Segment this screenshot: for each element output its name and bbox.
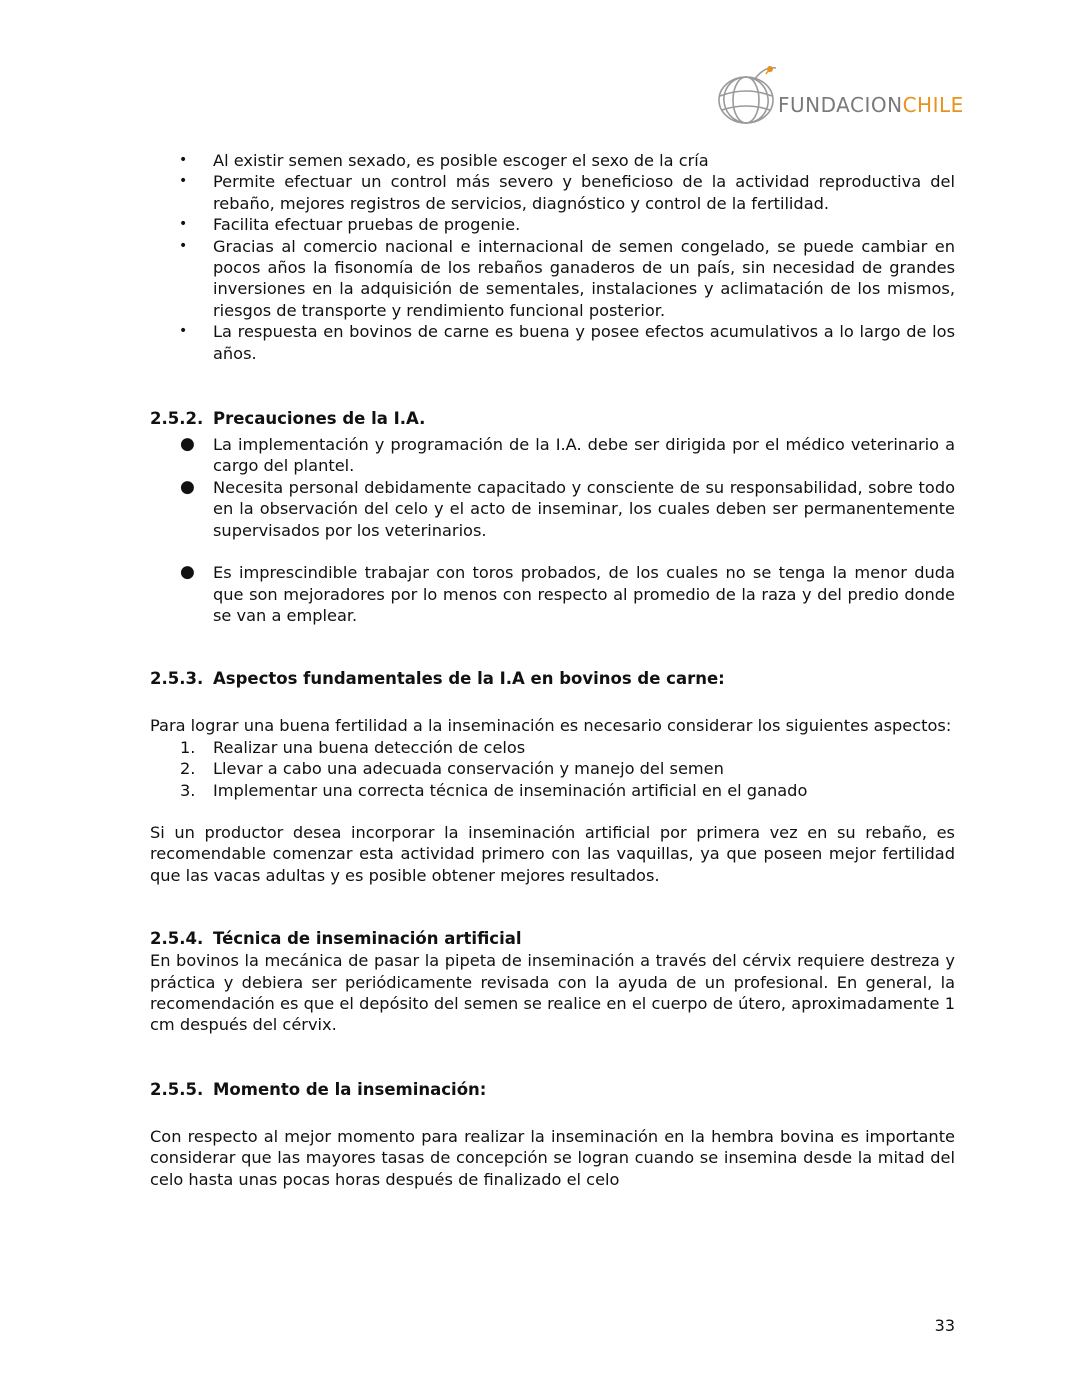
- logo-text-fundacion: FUNDACION: [778, 93, 903, 117]
- list-item: • La respuesta en bovinos de carne es buena y posee efectos acumulativos a lo largo de los años.: [179, 322, 955, 363]
- logo-text-chile: CHILE: [902, 93, 964, 117]
- section-heading-2-5-5: 2.5.5. Momento de la inseminación:: [150, 1079, 487, 1099]
- aspects-numbered-list: [150, 737, 955, 801]
- bullet-marker: ●: [180, 434, 195, 455]
- section-2-5-5-paragraph: Con respecto al mejor momento para realizar la inseminación en la hembra bovina es importante considerar que las mayores tasas de concepción se logran cuando se insemina desde la mitad del celo hasta unas pocas horas después de finalizado el celo: [150, 1126, 955, 1189]
- bullet-marker: •: [179, 173, 188, 190]
- list-item: 1. Realizar una buena detección de celos: [180, 737, 526, 757]
- intro-bullet-list: [150, 150, 955, 364]
- list-item: • Facilita efectuar pruebas de progenie.: [179, 215, 521, 235]
- bullet-marker: •: [179, 237, 188, 254]
- list-item: ● Es imprescindible trabajar con toros probados, de los cuales no se tenga la menor duda que son mejoradores por lo menos con respecto al promedio de la raza y del predio donde se van a emplear.: [180, 562, 955, 625]
- list-item: • Al existir semen sexado, es posible escoger el sexo de la cría: [179, 151, 709, 170]
- bullet-marker: •: [179, 323, 188, 340]
- list-item: 2. Llevar a cabo una adecuada conservación y manejo del semen: [180, 759, 724, 779]
- list-item: ● La implementación y programación de la I.A. debe ser dirigida por el médico veterinario a cargo del plantel.: [180, 434, 955, 476]
- list-item: 3. Implementar una correcta técnica de inseminación artificial en el ganado: [180, 780, 808, 800]
- bullet-marker: ●: [180, 562, 195, 583]
- bullet-marker: •: [179, 216, 188, 233]
- list-item: • Gracias al comercio nacional e internacional de semen congelado, se puede cambiar en pocos años la fisonomía de los rebaños ganaderos de un país, sin necesidad de grandes inversiones en la adquisición de sementales, instalaciones y aclimatación de los mismos, riesgos de transporte y rendimiento funcional posterior.: [179, 236, 955, 320]
- section-heading-2-5-3: 2.5.3. Aspectos fundamentales de la I.A en bovinos de carne:: [150, 669, 725, 689]
- section-2-5-3-paragraph: Si un productor desea incorporar la inseminación artificial por primera vez en su rebaño, es recomendable comenzar esta actividad primero con las vaquillas, ya que poseen mejor fertilidad que las vacas adultas y es posible obtener mejores resultados.: [150, 822, 955, 885]
- section-heading-2-5-2: 2.5.2. Precauciones de la I.A.: [150, 409, 426, 429]
- document-body: [150, 150, 955, 1190]
- logo-wordmark: [778, 93, 964, 117]
- list-item: ● Necesita personal debidamente capacitado y consciente de su responsabilidad, sobre todo en la observación del celo y el acto de inseminar, los cuales deben ser permanentemente supervisados por los veterinarios.: [180, 476, 955, 540]
- section-heading-2-5-4: 2.5.4. Técnica de inseminación artificial: [150, 929, 522, 949]
- bullet-marker: ●: [180, 476, 195, 497]
- bullet-marker: •: [179, 152, 188, 168]
- precautions-bullet-list: [150, 434, 955, 626]
- fundacion-chile-logo: [714, 60, 964, 130]
- globe-logo-icon: [714, 60, 784, 130]
- page-number: 33: [934, 1316, 955, 1335]
- section-2-5-4-paragraph: En bovinos la mecánica de pasar la pipeta de inseminación a través del cérvix requiere destreza y práctica y debiera ser periódicamente revisada con la ayuda de un profesional. En general, la recomendación es que el depósito del semen se realice en el cuerpo de útero, aproximadamente 1 cm después del cérvix.: [150, 951, 955, 1035]
- section-2-5-3-intro: Para lograr una buena fertilidad a la inseminación es necesario considerar los siguientes aspectos:: [150, 716, 952, 736]
- list-item: • Permite efectuar un control más severo y beneficioso de la actividad reproductiva del rebaño, mejores registros de servicios, diagnóstico y control de la fertilidad.: [179, 172, 955, 213]
